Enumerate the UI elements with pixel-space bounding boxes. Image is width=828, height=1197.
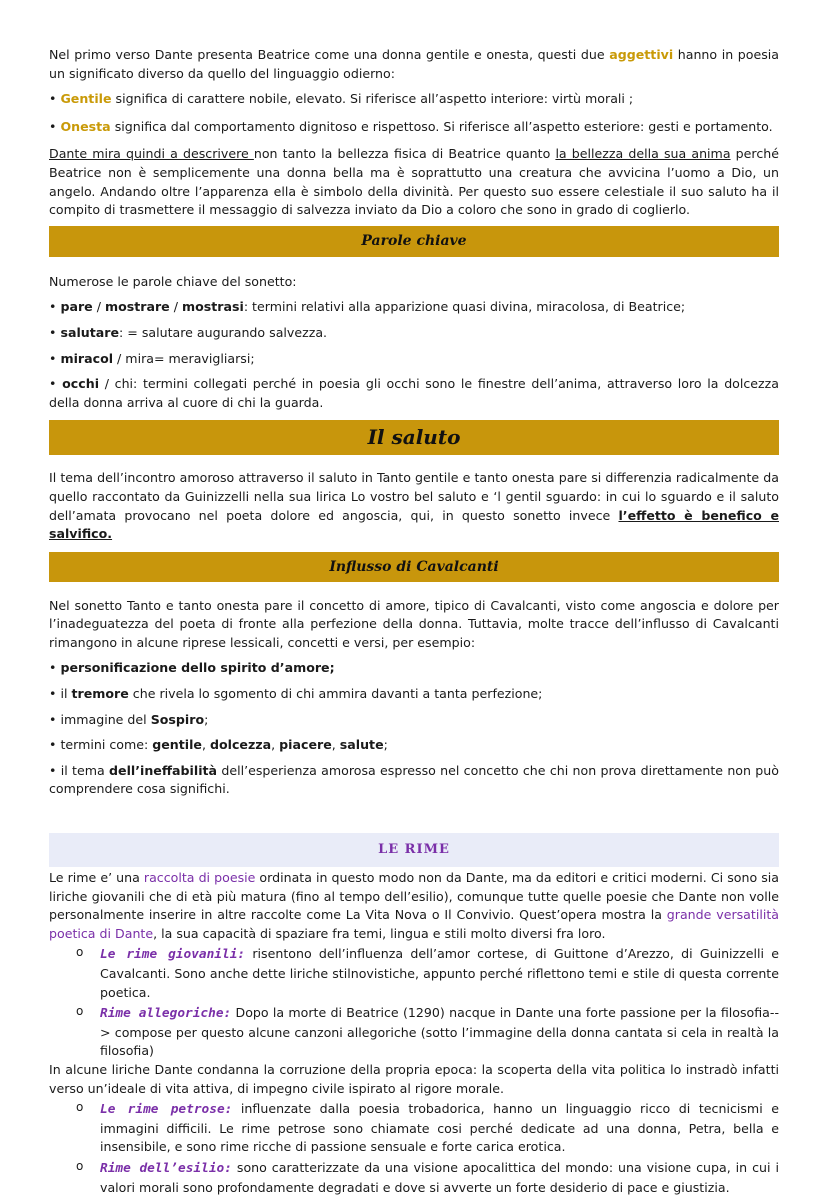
parole-lead: Numerose le parole chiave del sonetto: bbox=[49, 273, 297, 289]
list-item-gentile: • Gentile significa di carattere nobile, elevato. Si riferisce all’aspetto interiore: virtù morali ; bbox=[49, 91, 634, 107]
intro-paragraph: Nel primo verso Dante presenta Beatrice come una donna gentile e onesta, questi due aggettivi hanno in poesia un significato diverso da quello del linguaggio odierno: bbox=[49, 47, 779, 81]
list-item: • occhi / chi: termini collegati perché in poesia gli occhi sono le finestre dell’anima, attraverso loro la dolcezza della donna arriva al cuore di chi la guarda. bbox=[49, 376, 779, 410]
list-item-rime-petrose: o Le rime petrose: influenzate dalla poesia trobadorica, hanno un linguaggio ricco di tecnicismi e immagini difficili. Le rime petrose sono chiamate cosi perché dedicate ad una donna, Petra, bella e insensibile, e sono rime ricche di passione sensuale e forte carica erotica. bbox=[76, 1100, 779, 1155]
bullet-circle: o bbox=[76, 1158, 84, 1173]
rime-paragraph: Le rime e’ una raccolta di poesie ordinata in questo modo non da Dante, ma da editori e critici moderni. Ci sono sia liriche giovanili che di età più matura (fino al tempo dell’esilio), comunque tutte quelle poesie che Dante non volle personalmente inserire in altre raccolte come La Vita Nova o Il Convivio. Quest’opera mostra la grande versatilità poetica di Dante, la sua capacità di spaziare fra temi, lingua e stili molto diversi fra loro. bbox=[49, 870, 779, 941]
list-item-onesta: • Onesta significa dal comportamento dignitoso e rispettoso. Si riferisce all’aspetto esteriore: gesti e portamento. bbox=[49, 118, 773, 134]
list-item: • il tema dell’ineffabilità dell’esperienza amorosa espresso nel concetto che chi non prova direttamente non può comprendere cosa significhi. bbox=[49, 762, 779, 797]
section-banner-il-saluto: Il saluto bbox=[49, 420, 779, 455]
beatrice-paragraph: Dante mira quindi a descrivere non tanto la bellezza fisica di Beatrice quanto la bellezza della sua anima perché Beatrice non è semplicemente una donna bella ma è soprattutto una creatura che avvicina l’uomo a Dio, un angelo. Andando oltre l’apparenza ella è simbolo della divinità. Per questo suo essere celestiale il suo saluto ha il compito di trasmettere il messaggio di salvezza inviato da Dio a coloro che sono in grado di coglierlo. bbox=[49, 146, 779, 218]
bullet-circle: o bbox=[76, 1004, 84, 1019]
bullet-circle: o bbox=[76, 1100, 84, 1115]
section-banner-parole-chiave: Parole chiave bbox=[49, 226, 779, 257]
saluto-paragraph: Il tema dell’incontro amoroso attraverso il saluto in Tanto gentile e tanto onesta pare si differenzia radicalmente da quello raccontato da Guinizzelli nella sua lirica Lo vostro bel saluto e ‘l gentil sguardo: in cui lo sguardo e il saluto dell’amata provocano nel poeta dolore ed angoscia, qui, in questo sonetto invece l’effetto è benefico e salvifico. bbox=[49, 470, 779, 542]
highlight-aggettivi: aggettivi bbox=[609, 47, 674, 62]
list-item-rime-esilio: o Rime dell’esilio: sono caratterizzate da una visione apocalittica del mondo: una visione cupa, in cui i valori morali sono profondamente degradati e dove si avverte un forte desiderio di pace e giustizia. bbox=[76, 1158, 779, 1195]
influsso-paragraph: Nel sonetto Tanto e tanto onesta pare il concetto di amore, tipico di Cavalcanti, visto come angoscia e dolore per l’inadeguatezza del poeta di fronte alla perfezione della donna. Tuttavia, molte tracce dell’influsso di Cavalcanti rimangono in alcune riprese lessicali, concetti e versi, per esempio: bbox=[49, 597, 779, 650]
list-item: • miracol / mira= meravigliarsi; bbox=[49, 350, 255, 366]
list-item-rime-allegoriche: o Rime allegoriche: Dopo la morte di Beatrice (1290) nacque in Dante una forte passione per la filosofia--> compose per questo alcune canzoni allegoriche (sotto l’immagine della donna cantata si cela in realtà la filosofia) bbox=[76, 1004, 779, 1059]
list-item: • immagine del Sospiro; bbox=[49, 711, 209, 727]
section-heading-le-rime: LE RIME bbox=[49, 833, 779, 867]
list-item: • termini come: gentile, dolcezza, piacere, salute; bbox=[49, 737, 388, 753]
list-item-rime-giovanili: o Le rime giovanili: risentono dell’influenza dell’amor cortese, di Guittone d’Arezzo, di Guinizzelli e Cavalcanti. Sono anche dette liriche stilnovistiche, appunto perché riflettono temi e stile di questa corrente poetica. bbox=[76, 945, 779, 1000]
list-item: • personificazione dello spirito d’amore; bbox=[49, 660, 335, 676]
section-banner-influsso: Influsso di Cavalcanti bbox=[49, 552, 779, 582]
bullet-circle: o bbox=[76, 945, 84, 960]
rime-mid-paragraph: In alcune liriche Dante condanna la corruzione della propria epoca: la scoperta della vita politica lo instradò infatti verso un’ideale di vita attiva, di impegno civile ispirato al rigore morale. bbox=[49, 1061, 779, 1096]
list-item: • pare / mostrare / mostrasi: termini relativi alla apparizione quasi divina, miracolosa, di Beatrice; bbox=[49, 299, 686, 315]
document-page bbox=[49, 46, 779, 1197]
list-item: • il tremore che rivela lo sgomento di chi ammira davanti a tanta perfezione; bbox=[49, 686, 543, 702]
list-item: • salutare: = salutare augurando salvezza. bbox=[49, 324, 328, 340]
